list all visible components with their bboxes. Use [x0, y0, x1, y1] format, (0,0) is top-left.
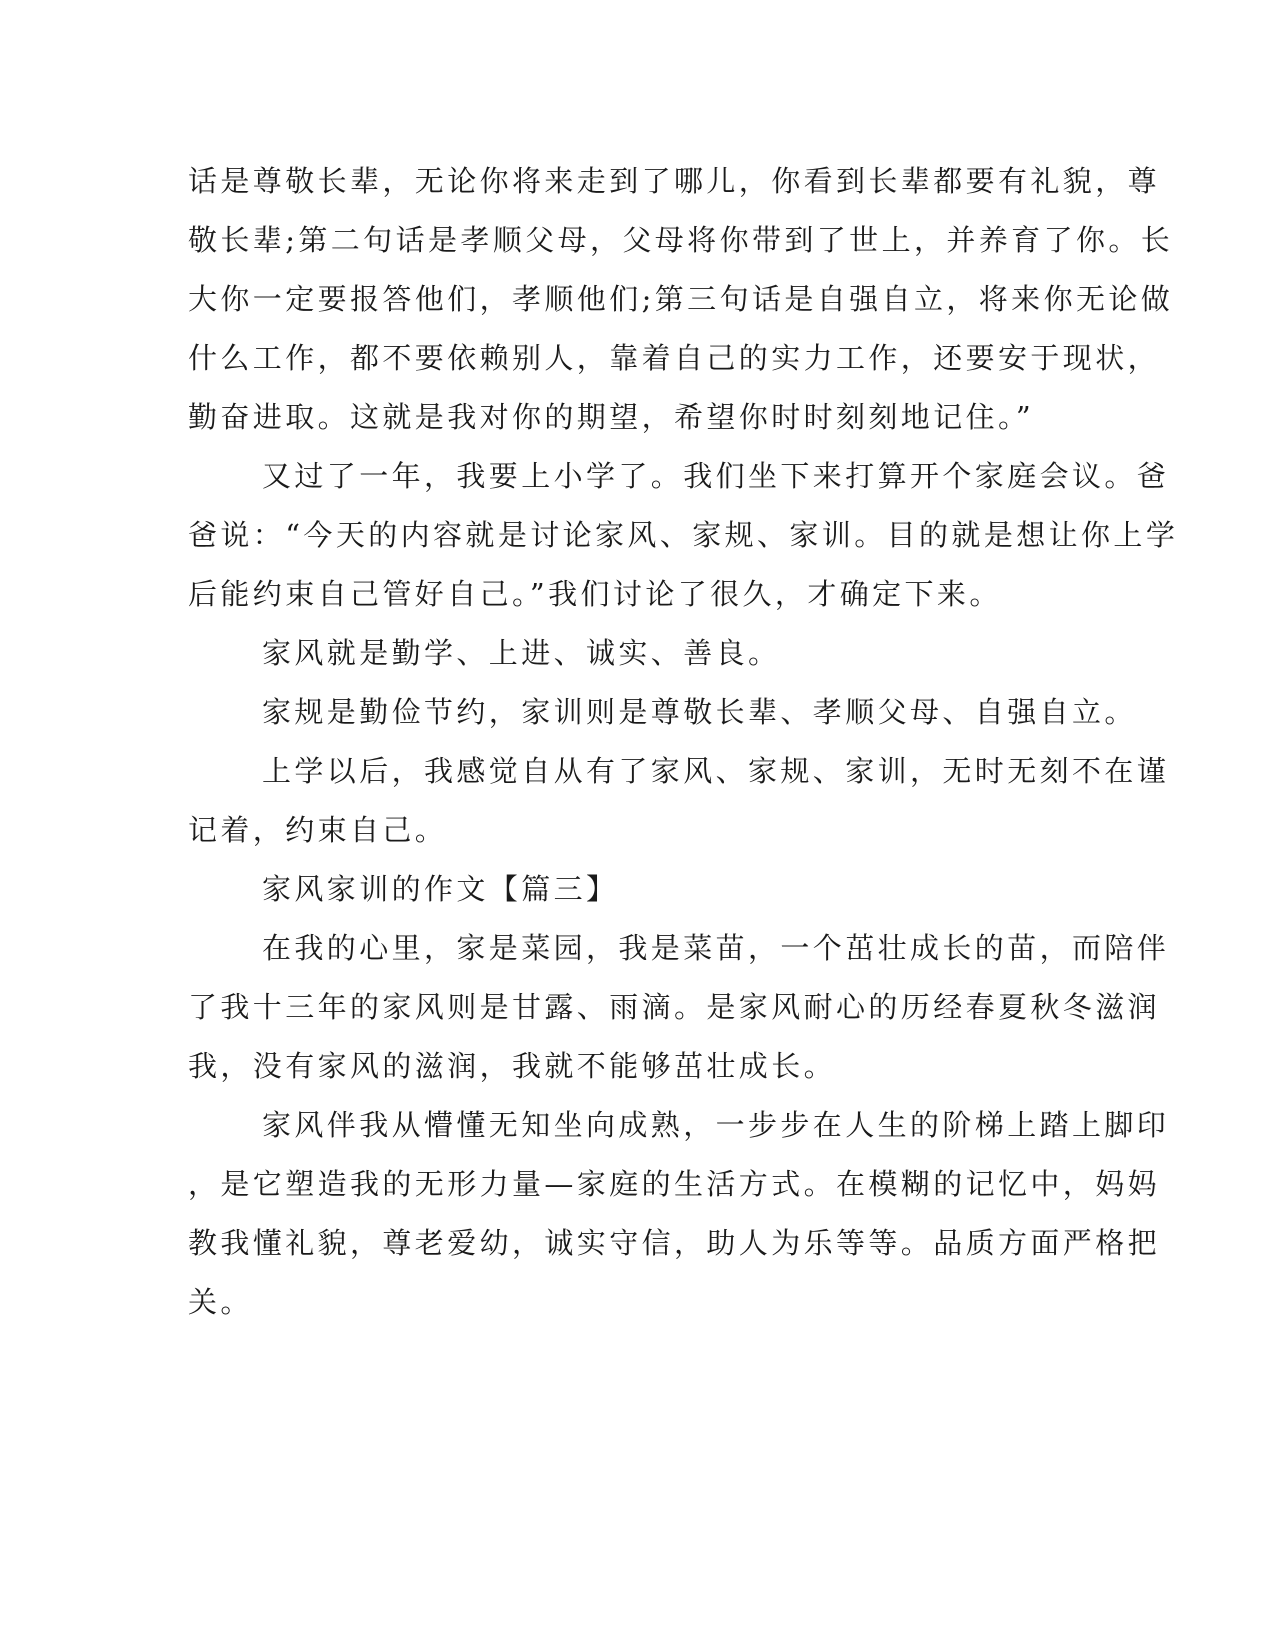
text-line: 记着，约束自己。 — [188, 813, 448, 847]
text-line: 爸说：“今天的内容就是讨论家风、家规、家训。目的就是想让你上学 — [188, 518, 1179, 552]
paragraph-start-line: 家风伴我从懵懂无知坐向成熟，一步步在人生的阶梯上踏上脚印 — [262, 1108, 1170, 1142]
paragraph-start-line: 家风就是勤学、上进、诚实、善良。 — [262, 636, 781, 670]
paragraph-start-line: 又过了一年，我要上小学了。我们坐下来打算开个家庭会议。爸 — [262, 459, 1170, 493]
text-line: 什么工作，都不要依赖别人，靠着自己的实力工作，还要安于现状， — [188, 341, 1161, 375]
text-line: ，是它塑造我的无形力量—家庭的生活方式。在模糊的记忆中，妈妈 — [188, 1167, 1161, 1201]
text-line: 话是尊敬长辈，无论你将来走到了哪儿，你看到长辈都要有礼貌，尊 — [188, 164, 1161, 198]
text-line: 勤奋进取。这就是我对你的期望，希望你时时刻刻地记住。” — [188, 400, 1035, 434]
paragraph-start-line: 在我的心里，家是菜园，我是菜苗，一个茁壮成长的苗，而陪伴 — [262, 931, 1170, 965]
text-line: 大你一定要报答他们，孝顺他们;第三句话是自强自立，将来你无论做 — [188, 282, 1174, 316]
text-line: 敬长辈;第二句话是孝顺父母，父母将你带到了世上，并养育了你。长 — [188, 223, 1174, 257]
text-line: 我，没有家风的滋润，我就不能够茁壮成长。 — [188, 1049, 837, 1083]
text-line: 了我十三年的家风则是甘露、雨滴。是家风耐心的历经春夏秋冬滋润 — [188, 990, 1161, 1024]
section-heading: 家风家训的作文【篇三】 — [262, 872, 619, 906]
paragraph-start-line: 家规是勤俭节约，家训则是尊敬长辈、孝顺父母、自强自立。 — [262, 695, 1137, 729]
text-line: 后能约束自己管好自己。”我们讨论了很久，才确定下来。 — [188, 577, 1002, 611]
text-line: 教我懂礼貌，尊老爱幼，诚实守信，助人为乐等等。品质方面严格把 — [188, 1226, 1161, 1260]
text-line: 关。 — [188, 1285, 253, 1319]
paragraph-start-line: 上学以后，我感觉自从有了家风、家规、家训，无时无刻不在谨 — [262, 754, 1170, 788]
